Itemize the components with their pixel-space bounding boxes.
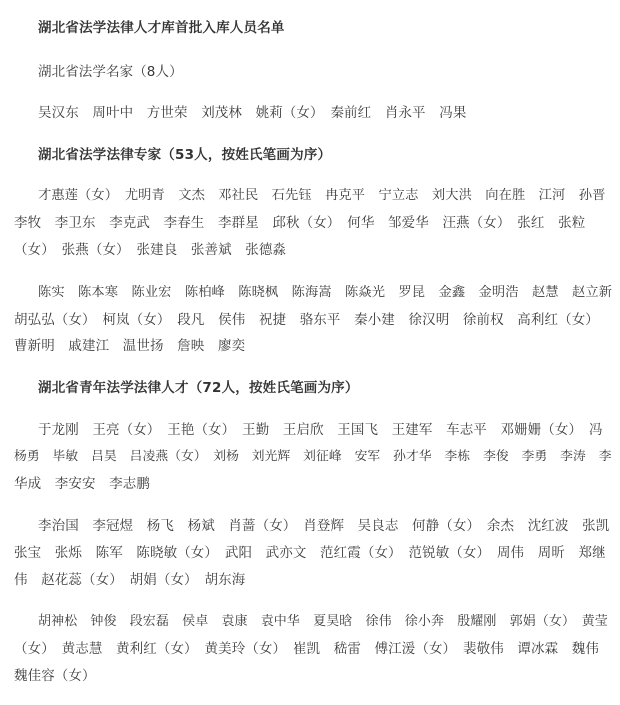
section3-para1-line1: 于龙刚 王亮（女） 王艳（女） 王勤 王启欣 王国飞 王建军 车志平 邓姗姗（女） 冯 bbox=[38, 422, 603, 438]
section1-names: 吴汉东 周叶中 方世荣 刘茂林 姚莉（女） 秦前红 肖永平 冯果 bbox=[38, 105, 467, 121]
section3-para2-line3: 伟 赵花蕊（女） 胡娟（女） 胡东海 bbox=[14, 572, 246, 588]
section1-heading: 湖北省法学名家（8人） bbox=[38, 64, 183, 80]
section3-heading: 湖北省青年法学法律人才（72人，按姓氏笔画为序） bbox=[38, 380, 359, 396]
section2-para1-line3: （女） 张燕（女） 张建良 张善斌 张德淼 bbox=[14, 242, 287, 258]
section3-para3-line3: 魏佳容（女） bbox=[14, 668, 96, 684]
section3-para2-line2: 张宝 张烁 陈军 陈晓敏（女） 武阳 武亦文 范红霞（女） 范锐敏（女） 周伟 周昕 郑继 bbox=[14, 545, 606, 561]
section2-heading: 湖北省法学法律专家（53人，按姓氏笔画为序） bbox=[38, 147, 332, 163]
section2-para2-line1: 陈实 陈本寒 陈业宏 陈柏峰 陈晓枫 陈海嵩 陈焱光 罗昆 金鑫 金明浩 赵慧 赵立新 bbox=[38, 285, 613, 300]
section3-para3-line1: 胡神松 钟俊 段宏磊 侯卓 袁康 袁中华 夏昊晗 徐伟 徐小奔 殷耀刚 郭娟（女） 黄莹 bbox=[38, 614, 608, 629]
section3-para1-line2: 杨勇 毕敏 吕昊 吕凌燕（女） 刘杨 刘光辉 刘征峰 安军 孙才华 李栋 李俊 李勇 李涛 李 bbox=[14, 449, 612, 464]
section2-para2-line2: 胡弘弘（女） 柯岚（女） 段凡 侯伟 祝捷 骆东平 秦小建 徐汉明 徐前权 高利红（女） bbox=[14, 312, 599, 328]
document-title: 湖北省法学法律人才库首批入库人员名单 bbox=[38, 20, 285, 36]
section2-para2-line3: 曹新明 戚建江 温世扬 詹映 廖奕 bbox=[14, 338, 246, 354]
section3-para1-line3: 华成 李安安 李志鹏 bbox=[14, 476, 150, 492]
section2-para1-line1: 才惠莲（女） 尤明青 文杰 邓社民 石先钰 冉克平 宁立志 刘大洪 向在胜 江河 孙晋 bbox=[38, 188, 606, 203]
section2-para1-line2: 李牧 李卫东 李克武 李春生 李群星 邱秋（女） 何华 邹爱华 汪燕（女） 张红 张粒 bbox=[14, 215, 586, 231]
section3-para2-line1: 李治国 李冠煜 杨飞 杨斌 肖蔷（女） 肖登辉 吴良志 何静（女） 余杰 沈红波 张凯 bbox=[38, 518, 610, 534]
section3-para3-line2: （女） 黄志慧 黄利红（女） 黄美玲（女） 崔凯 嵇雷 傅江湲（女） 裴敬伟 谭冰霖 魏伟 bbox=[14, 641, 599, 657]
